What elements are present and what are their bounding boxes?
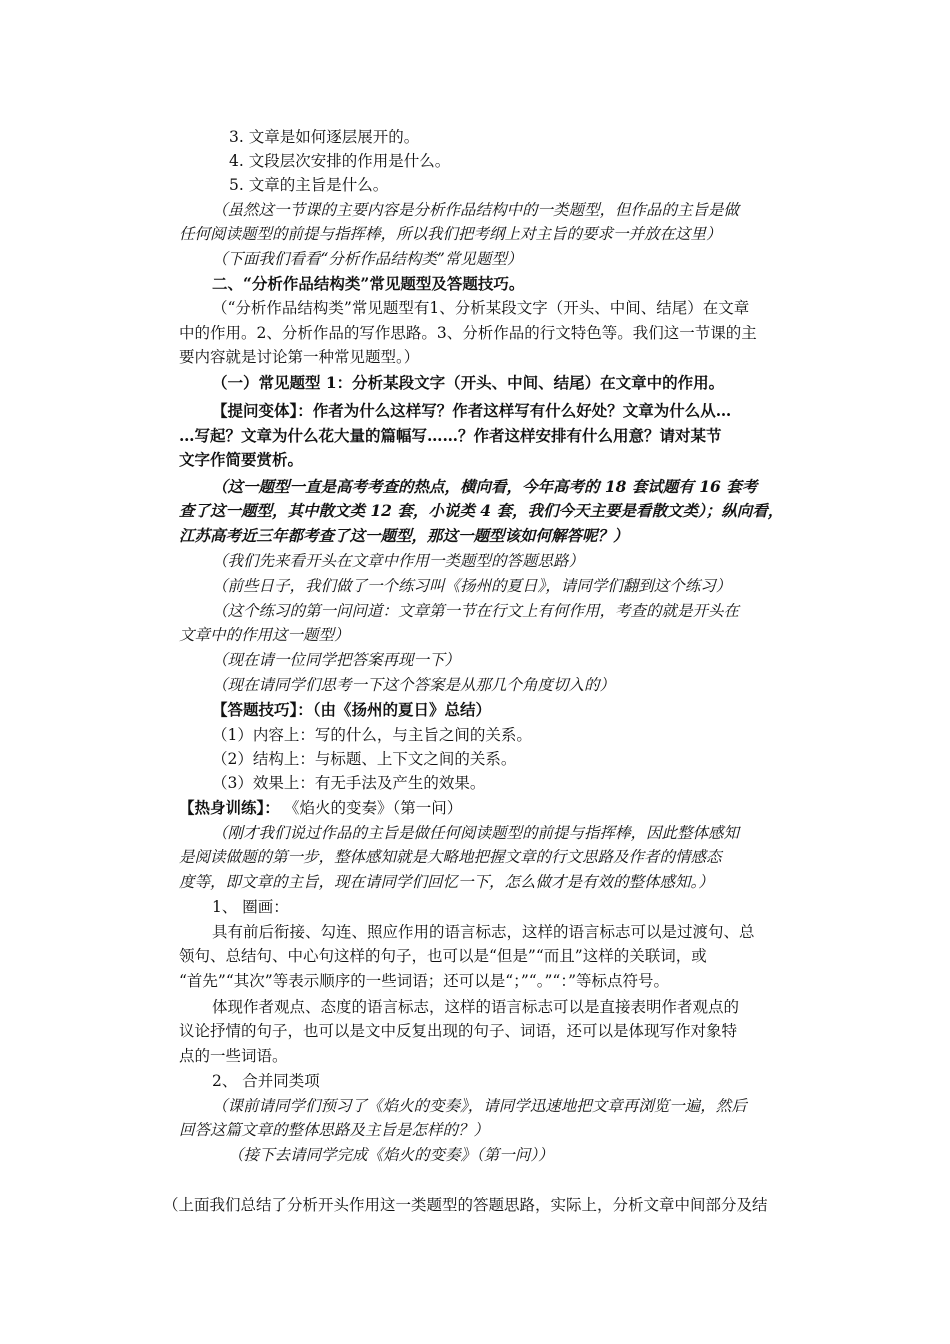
types-line3: 要内容就是讨论第一种常见题型。） xyxy=(179,348,420,366)
step1-p1-line1: 具有前后衔接、勾连、照应作用的语言标志，这样的语言标志可以是过渡句、总 xyxy=(212,923,755,941)
warmup-text: 《焰火的变奏》（第一问） xyxy=(291,799,463,817)
types-line2: 中的作用。2、分析作品的写作思路。3、分析作品的行文特色等。我们这一节课的主 xyxy=(179,324,757,342)
variant-line1: 【提问变体】：作者为什么这样写？作者这样写有什么好处？文章为什么从… xyxy=(212,401,732,420)
note-q1-line1: （这个练习的第一问问道：文章第一节在行文上有何作用，考查的就是开头在 xyxy=(212,602,740,620)
warmup-line xyxy=(179,797,462,819)
variant-line3: 文字作简要赏析。 xyxy=(179,450,304,469)
perceive-line1: （刚才我们说过作品的主旨是做任何阅读题型的前提与指挥棒，因此整体感知 xyxy=(212,824,740,842)
note-angles: （现在请同学们思考一下这个答案是从那几个角度切入的） xyxy=(212,676,616,694)
step1-title: 1、 圈画： xyxy=(212,898,289,916)
step1-p2-line3: 点的一些词语。 xyxy=(179,1047,288,1065)
tip-structure: （2）结构上：与标题、上下文之间的关系。 xyxy=(212,750,517,768)
list-item-3: 3. 文章是如何逐层展开的。 xyxy=(229,128,420,146)
section-two-heading: 二、“分析作品结构类”常见题型及答题技巧。 xyxy=(212,274,525,293)
hot-line3: 江苏高考近三年都考查了这一题型，那这一题型该如何解答呢？） xyxy=(179,526,629,545)
step1-p2-line1: 体现作者观点、态度的语言标志，这样的语言标志可以是直接表明作者观点的 xyxy=(212,998,740,1016)
step1-p1-line3: “首先”“其次”等表示顺序的一些词语；还可以是“；”“。”“：”等标点符号。 xyxy=(179,972,669,990)
step1-p2-line2: 议论抒情的句子，也可以是文中反复出现的句子、词语，还可以是体现写作对象特 xyxy=(179,1022,738,1040)
note-theme-line2: 任何阅读题型的前提与指挥棒，所以我们把考纲上对主旨的要求一并放在这里） xyxy=(179,225,722,243)
note-exercise: （前些日子，我们做了一个练习叫《扬州的夏日》，请同学们翻到这个练习） xyxy=(212,577,732,595)
hot-line1: （这一题型一直是高考考查的热点，横向看，今年高考的 18 套试题有 16 套考 xyxy=(212,477,758,496)
step2-title: 2、 合并同类项 xyxy=(212,1072,320,1090)
tip-effect: （3）效果上：有无手法及产生的效果。 xyxy=(212,774,486,792)
preview-line2: 回答这篇文章的整体思路及主旨是怎样的？） xyxy=(179,1121,490,1139)
tips-heading: 【答题技巧】：（由《扬州的夏日》总结） xyxy=(212,700,492,719)
warmup-label: 【热身训练】： xyxy=(179,798,280,817)
note-next: （下面我们看看“分析作品结构类”常见题型） xyxy=(212,250,523,268)
variant-line2: …写起？文章为什么花大量的篇幅写……？作者这样安排有什么用意？请对某节 xyxy=(179,426,722,445)
perceive-line2: 是阅读做题的第一步，整体感知就是大略地把握文章的行文思路及作者的情感态 xyxy=(179,848,722,866)
summary-note: （上面我们总结了分析开头作用这一类题型的答题思路，实际上，分析文章中间部分及结 xyxy=(163,1196,768,1214)
complete-note: （接下去请同学完成《焰火的变奏》（第一问）） xyxy=(228,1146,554,1164)
note-reshow: （现在请一位同学把答案再现一下） xyxy=(212,651,461,669)
type1-heading: （一）常见题型 1：分析某段文字（开头、中间、结尾）在文章中的作用。 xyxy=(212,373,725,392)
perceive-line3: 度等，即文章的主旨，现在请同学们回忆一下，怎么做才是有效的整体感知。） xyxy=(179,873,714,891)
step1-p1-line2: 领句、总结句、中心句这样的句子，也可以是“但是”“而且”这样的关联词，或 xyxy=(179,947,707,965)
preview-line1: （课前请同学们预习了《焰火的变奏》，请同学迅速地把文章再浏览一遍，然后 xyxy=(212,1097,747,1115)
tip-content: （1）内容上：写的什么，与主旨之间的关系。 xyxy=(212,726,532,744)
note-q1-line2: 文章中的作用这一题型） xyxy=(179,626,350,644)
hot-line2: 查了这一题型，其中散文类 12 套，小说类 4 套，我们今天主要是看散文类）；纵向看， xyxy=(179,501,784,520)
list-item-5: 5. 文章的主旨是什么。 xyxy=(229,176,389,194)
note-opening: （我们先来看开头在文章中作用一类题型的答题思路） xyxy=(212,552,585,570)
types-line1: （“分析作品结构类”常见题型有1、分析某段文字（开头、中间、结尾）在文章 xyxy=(212,299,750,317)
list-item-4: 4. 文段层次安排的作用是什么。 xyxy=(229,152,451,170)
note-theme-line1: （虽然这一节课的主要内容是分析作品结构中的一类题型，但作品的主旨是做 xyxy=(212,201,740,219)
